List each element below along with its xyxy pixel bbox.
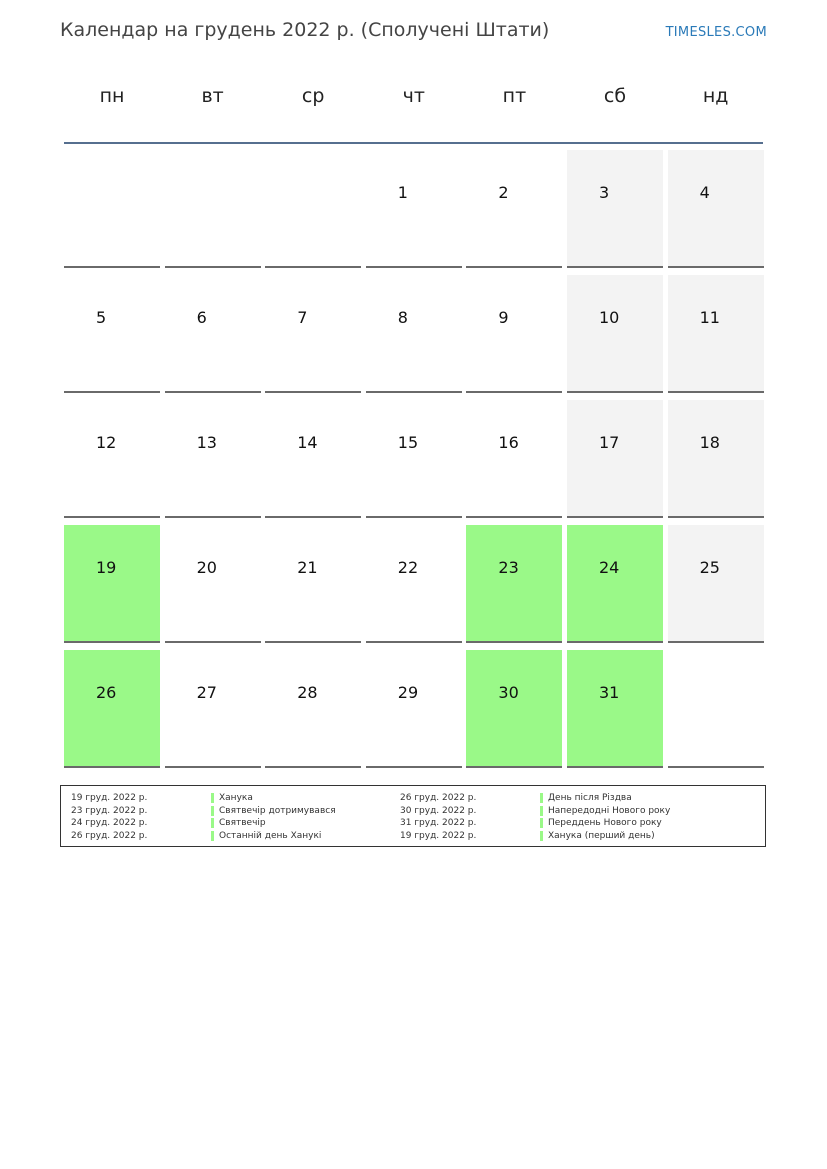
legend-holiday-name: Ханука (перший день) xyxy=(548,830,655,841)
empty-day-cell xyxy=(64,150,160,268)
day-cell[interactable] xyxy=(466,400,562,518)
day-cell[interactable] xyxy=(668,525,764,643)
day-number: 6 xyxy=(196,308,207,327)
empty-day-cell xyxy=(265,150,361,268)
legend-date: 30 груд. 2022 р. xyxy=(400,805,477,816)
legend-color-marker xyxy=(540,818,543,828)
day-number: 15 xyxy=(397,433,419,452)
weekday-label: ср xyxy=(301,85,325,107)
legend-date: 24 груд. 2022 р. xyxy=(71,818,148,828)
day-cell[interactable] xyxy=(64,400,160,518)
day-number: 14 xyxy=(297,433,318,452)
day-number: 26 xyxy=(96,683,117,702)
day-number: 8 xyxy=(397,308,408,327)
day-number: 31 xyxy=(599,683,620,702)
day-number: 23 xyxy=(498,558,519,577)
day-number: 22 xyxy=(397,558,419,577)
day-number: 9 xyxy=(498,308,509,327)
legend-color-marker xyxy=(540,806,543,816)
holiday-legend xyxy=(60,785,766,847)
day-number: 30 xyxy=(498,683,519,702)
day-cell[interactable] xyxy=(668,275,764,393)
day-number: 7 xyxy=(297,308,308,327)
day-number: 11 xyxy=(699,308,720,327)
day-number: 10 xyxy=(599,308,620,327)
day-number: 27 xyxy=(196,683,217,702)
day-cell[interactable] xyxy=(366,275,462,393)
day-number: 2 xyxy=(498,183,509,202)
legend-holiday-name: День після Різдва xyxy=(548,793,632,803)
legend-holiday-name: Останній день Ханукі xyxy=(219,830,322,841)
day-cell[interactable] xyxy=(165,275,261,393)
day-cell[interactable] xyxy=(366,650,462,768)
calendar-grid xyxy=(64,150,764,770)
day-number: 17 xyxy=(599,433,620,452)
legend-color-marker xyxy=(540,831,543,841)
day-number: 25 xyxy=(699,558,720,577)
legend-holiday-name: Ханука xyxy=(219,793,253,803)
header-divider xyxy=(64,142,763,144)
day-cell[interactable] xyxy=(366,525,462,643)
day-number: 12 xyxy=(96,433,117,452)
day-number: 5 xyxy=(96,308,107,327)
day-number: 3 xyxy=(599,183,610,202)
day-cell[interactable] xyxy=(165,650,261,768)
day-number: 13 xyxy=(196,433,217,452)
day-cell[interactable] xyxy=(165,525,261,643)
empty-day-cell xyxy=(165,150,261,268)
legend-color-marker xyxy=(211,806,214,816)
day-cell[interactable] xyxy=(64,275,160,393)
day-cell[interactable] xyxy=(668,400,764,518)
weekday-label: вт xyxy=(201,85,224,107)
day-cell[interactable] xyxy=(265,400,361,518)
day-cell[interactable] xyxy=(567,650,663,768)
legend-holiday-name: Святвечір xyxy=(219,818,266,828)
day-number: 28 xyxy=(297,683,318,702)
day-cell[interactable] xyxy=(366,150,462,268)
legend-holiday-name: Напередодні Нового року xyxy=(548,805,671,816)
day-number: 4 xyxy=(699,183,710,202)
day-number: 18 xyxy=(699,433,720,452)
weekday-label: нд xyxy=(702,85,729,107)
day-cell[interactable] xyxy=(466,650,562,768)
day-cell[interactable] xyxy=(466,525,562,643)
day-cell[interactable] xyxy=(567,400,663,518)
day-cell[interactable] xyxy=(366,400,462,518)
day-cell[interactable] xyxy=(668,150,764,268)
legend-date: 19 груд. 2022 р. xyxy=(71,793,148,803)
legend-holiday-name: Переддень Нового року xyxy=(548,818,662,828)
weekday-label: чт xyxy=(402,85,425,107)
weekday-label: сб xyxy=(603,85,627,107)
brand-link[interactable]: TIMESLES.COM xyxy=(665,25,767,40)
day-cell[interactable] xyxy=(466,150,562,268)
day-cell[interactable] xyxy=(265,525,361,643)
day-cell[interactable] xyxy=(64,525,160,643)
day-number: 20 xyxy=(196,558,217,577)
day-number: 19 xyxy=(96,558,117,577)
day-number: 24 xyxy=(599,558,620,577)
legend-date: 31 груд. 2022 р. xyxy=(400,818,477,828)
day-cell[interactable] xyxy=(265,275,361,393)
day-number: 16 xyxy=(498,433,519,452)
day-number: 29 xyxy=(397,683,419,702)
weekday-header-row xyxy=(64,85,764,125)
legend-date: 23 груд. 2022 р. xyxy=(71,805,148,816)
day-cell[interactable] xyxy=(567,525,663,643)
day-cell[interactable] xyxy=(466,275,562,393)
legend-holiday-name: Святвечір дотримувався xyxy=(219,805,336,816)
legend-color-marker xyxy=(540,793,543,803)
weekday-label: пт xyxy=(502,85,527,107)
empty-day-cell xyxy=(668,650,764,768)
legend-date: 26 груд. 2022 р. xyxy=(71,830,148,841)
legend-color-marker xyxy=(211,831,214,841)
page-title: Календар на грудень 2022 р. (Сполучені Штати) xyxy=(60,19,550,41)
weekday-label: пн xyxy=(99,85,125,107)
legend-date: 19 груд. 2022 р. xyxy=(400,830,477,841)
legend-color-marker xyxy=(211,793,214,803)
legend-color-marker xyxy=(211,818,214,828)
legend-date: 26 груд. 2022 р. xyxy=(400,793,477,803)
day-cell[interactable] xyxy=(567,275,663,393)
day-number: 21 xyxy=(297,558,318,577)
day-cell[interactable] xyxy=(165,400,261,518)
day-number: 1 xyxy=(397,183,408,202)
day-cell[interactable] xyxy=(64,650,160,768)
day-cell[interactable] xyxy=(265,650,361,768)
day-cell[interactable] xyxy=(567,150,663,268)
